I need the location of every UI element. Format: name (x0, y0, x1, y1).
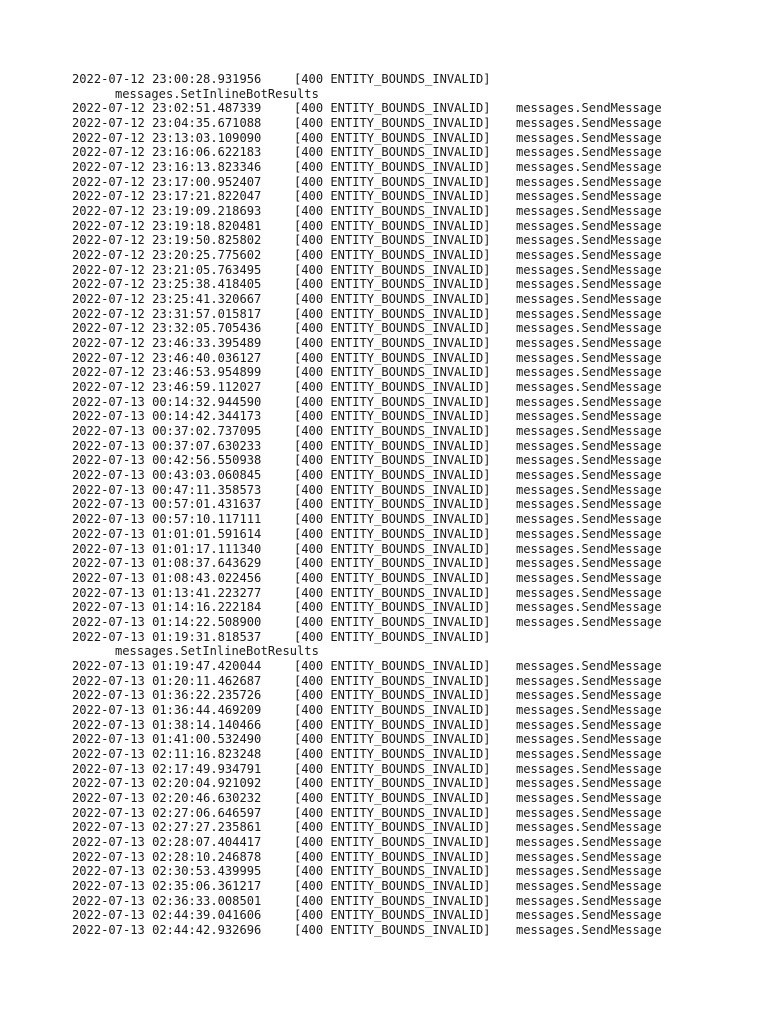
log-timestamp: 2022-07-12 23:19:18.820481 (72, 218, 262, 233)
log-entry (72, 688, 712, 703)
log-entry (72, 483, 712, 498)
log-error-code: [400 ENTITY_BOUNDS_INVALID] (294, 776, 491, 791)
log-timestamp: 2022-07-12 23:17:21.822047 (72, 189, 262, 204)
log-error-code: [400 ENTITY_BOUNDS_INVALID] (294, 174, 491, 189)
log-method: messages.SendMessage (516, 350, 662, 365)
log-entry (72, 160, 712, 175)
log-method: messages.SendMessage (516, 116, 662, 131)
log-timestamp: 2022-07-13 00:37:02.737095 (72, 424, 262, 439)
log-method: messages.SendMessage (516, 556, 662, 571)
log-timestamp: 2022-07-12 23:21:05.763495 (72, 262, 262, 277)
log-method: messages.SendMessage (516, 717, 662, 732)
log-entry (72, 145, 712, 160)
log-error-code: [400 ENTITY_BOUNDS_INVALID] (294, 497, 491, 512)
log-entry (72, 512, 712, 527)
log-entry-continuation (72, 644, 712, 659)
log-error-code: [400 ENTITY_BOUNDS_INVALID] (294, 761, 491, 776)
log-error-code: [400 ENTITY_BOUNDS_INVALID] (294, 424, 491, 439)
log-timestamp: 2022-07-13 00:57:10.117111 (72, 512, 262, 527)
log-timestamp: 2022-07-12 23:46:59.112027 (72, 380, 262, 395)
log-method: messages.SendMessage (516, 394, 662, 409)
log-entry (72, 204, 712, 219)
log-entry (72, 776, 712, 791)
log-error-code: [400 ENTITY_BOUNDS_INVALID] (294, 262, 491, 277)
log-error-code: [400 ENTITY_BOUNDS_INVALID] (294, 336, 491, 351)
log-method: messages.SendMessage (516, 702, 662, 717)
log-entry (72, 233, 712, 248)
log-method: messages.SendMessage (516, 453, 662, 468)
log-timestamp: 2022-07-12 23:02:51.487339 (72, 101, 262, 116)
log-error-code: [400 ENTITY_BOUNDS_INVALID] (294, 673, 491, 688)
log-entry (72, 630, 712, 645)
log-timestamp: 2022-07-13 01:20:11.462687 (72, 673, 262, 688)
log-method: messages.SendMessage (516, 893, 662, 908)
log-entry (72, 908, 712, 923)
log-error-code: [400 ENTITY_BOUNDS_INVALID] (294, 160, 491, 175)
log-error-code: [400 ENTITY_BOUNDS_INVALID] (294, 805, 491, 820)
log-error-code: [400 ENTITY_BOUNDS_INVALID] (294, 512, 491, 527)
log-error-code: [400 ENTITY_BOUNDS_INVALID] (294, 614, 491, 629)
log-timestamp: 2022-07-12 23:16:06.622183 (72, 145, 262, 160)
log-timestamp: 2022-07-13 02:28:07.404417 (72, 834, 262, 849)
log-method: messages.SendMessage (516, 776, 662, 791)
log-timestamp: 2022-07-13 02:30:53.439995 (72, 864, 262, 879)
log-timestamp: 2022-07-13 02:20:04.921092 (72, 776, 262, 791)
log-error-code: [400 ENTITY_BOUNDS_INVALID] (294, 409, 491, 424)
log-error-code: [400 ENTITY_BOUNDS_INVALID] (294, 130, 491, 145)
log-timestamp: 2022-07-13 01:14:22.508900 (72, 614, 262, 629)
log-method: messages.SendMessage (516, 292, 662, 307)
log-error-code: [400 ENTITY_BOUNDS_INVALID] (294, 306, 491, 321)
log-entry (72, 600, 712, 615)
log-entry (72, 116, 712, 131)
log-timestamp: 2022-07-13 02:20:46.630232 (72, 790, 262, 805)
log-entry-continuation (72, 87, 712, 102)
log-timestamp: 2022-07-12 23:25:38.418405 (72, 277, 262, 292)
log-timestamp: 2022-07-12 23:46:33.395489 (72, 336, 262, 351)
log-method: messages.SendMessage (516, 820, 662, 835)
log-error-code: [400 ENTITY_BOUNDS_INVALID] (294, 292, 491, 307)
log-method: messages.SendMessage (516, 306, 662, 321)
log-error-code: [400 ENTITY_BOUNDS_INVALID] (294, 893, 491, 908)
log-timestamp: 2022-07-13 00:14:32.944590 (72, 394, 262, 409)
log-entry (72, 439, 712, 454)
log-entry (72, 263, 712, 278)
log-timestamp: 2022-07-12 23:32:05.705436 (72, 321, 262, 336)
log-entry (72, 219, 712, 234)
log-timestamp: 2022-07-12 23:17:00.952407 (72, 174, 262, 189)
log-error-code: [400 ENTITY_BOUNDS_INVALID] (294, 321, 491, 336)
log-entry (72, 409, 712, 424)
log-error-code: [400 ENTITY_BOUNDS_INVALID] (294, 570, 491, 585)
log-timestamp: 2022-07-13 01:41:00.532490 (72, 732, 262, 747)
log-entry (72, 453, 712, 468)
log-entry (72, 72, 712, 87)
log-method: messages.SendMessage (516, 673, 662, 688)
log-entry (72, 659, 712, 674)
log-error-code: [400 ENTITY_BOUNDS_INVALID] (294, 72, 491, 86)
log-timestamp: 2022-07-13 01:36:44.469209 (72, 702, 262, 717)
log-entry (72, 380, 712, 395)
log-timestamp: 2022-07-13 01:13:41.223277 (72, 585, 262, 600)
log-error-code: [400 ENTITY_BOUNDS_INVALID] (294, 878, 491, 893)
log-entry (72, 850, 712, 865)
log-entry (72, 894, 712, 909)
log-error-code: [400 ENTITY_BOUNDS_INVALID] (294, 922, 491, 937)
log-entry (72, 923, 712, 938)
log-entry (72, 703, 712, 718)
log-entry (72, 424, 712, 439)
log-error-code: [400 ENTITY_BOUNDS_INVALID] (294, 732, 491, 747)
log-error-code: [400 ENTITY_BOUNDS_INVALID] (294, 453, 491, 468)
log-timestamp: 2022-07-13 02:27:06.646597 (72, 805, 262, 820)
log-timestamp: 2022-07-13 02:17:49.934791 (72, 761, 262, 776)
log-error-code: [400 ENTITY_BOUNDS_INVALID] (294, 218, 491, 233)
log-entry (72, 248, 712, 263)
log-error-code: [400 ENTITY_BOUNDS_INVALID] (294, 189, 491, 204)
log-timestamp: 2022-07-13 02:11:16.823248 (72, 746, 262, 761)
log-method: messages.SendMessage (516, 512, 662, 527)
log-method: messages.SendMessage (516, 878, 662, 893)
log-timestamp: 2022-07-13 01:01:01.591614 (72, 526, 262, 541)
log-method: messages.SendMessage (516, 248, 662, 263)
log-entry (72, 395, 712, 410)
log-method: messages.SendMessage (516, 145, 662, 160)
log-error-code: [400 ENTITY_BOUNDS_INVALID] (294, 541, 491, 556)
log-error-code: [400 ENTITY_BOUNDS_INVALID] (294, 864, 491, 879)
log-timestamp: 2022-07-13 01:14:16.222184 (72, 600, 262, 615)
log-entry (72, 277, 712, 292)
log-method: messages.SendMessage (516, 468, 662, 483)
log-error-code: [400 ENTITY_BOUNDS_INVALID] (294, 468, 491, 483)
log-entry (72, 674, 712, 689)
log-timestamp: 2022-07-13 01:38:14.140466 (72, 717, 262, 732)
log-method: messages.SendMessage (516, 189, 662, 204)
log-entry (72, 747, 712, 762)
log-method: messages.SendMessage (516, 497, 662, 512)
log-error-code: [400 ENTITY_BOUNDS_INVALID] (294, 702, 491, 717)
log-error-code: [400 ENTITY_BOUNDS_INVALID] (294, 145, 491, 160)
log-entry (72, 365, 712, 380)
log-method: messages.SendMessage (516, 732, 662, 747)
log-timestamp: 2022-07-13 02:28:10.246878 (72, 849, 262, 864)
log-timestamp: 2022-07-13 02:44:42.932696 (72, 922, 262, 937)
log-error-code: [400 ENTITY_BOUNDS_INVALID] (294, 746, 491, 761)
log-entry (72, 571, 712, 586)
log-timestamp: 2022-07-13 01:19:31.818537 (72, 629, 262, 644)
log-timestamp: 2022-07-13 02:27:27.235861 (72, 820, 262, 835)
log-error-code: [400 ENTITY_BOUNDS_INVALID] (294, 101, 491, 116)
log-error-code: [400 ENTITY_BOUNDS_INVALID] (294, 380, 491, 395)
log-error-code: [400 ENTITY_BOUNDS_INVALID] (294, 204, 491, 219)
log-entry (72, 820, 712, 835)
log-method: messages.SendMessage (516, 233, 662, 248)
log-method: messages.SendMessage (516, 482, 662, 497)
log-timestamp: 2022-07-12 23:19:09.218693 (72, 204, 262, 219)
log-error-code: [400 ENTITY_BOUNDS_INVALID] (294, 717, 491, 732)
log-error-code: [400 ENTITY_BOUNDS_INVALID] (294, 849, 491, 864)
log-method: messages.SetInlineBotResults (115, 644, 319, 659)
log-method: messages.SendMessage (516, 614, 662, 629)
log-timestamp: 2022-07-13 00:47:11.358573 (72, 482, 262, 497)
log-error-code: [400 ENTITY_BOUNDS_INVALID] (294, 394, 491, 409)
log-method: messages.SendMessage (516, 218, 662, 233)
log-method: messages.SetInlineBotResults (115, 86, 319, 101)
log-timestamp: 2022-07-13 00:43:03.060845 (72, 468, 262, 483)
log-timestamp: 2022-07-13 02:36:33.008501 (72, 893, 262, 908)
log-timestamp: 2022-07-12 23:46:53.954899 (72, 365, 262, 380)
log-timestamp: 2022-07-12 23:16:13.823346 (72, 160, 262, 175)
log-method: messages.SendMessage (516, 849, 662, 864)
log-timestamp: 2022-07-13 00:14:42.344173 (72, 409, 262, 424)
log-error-code: [400 ENTITY_BOUNDS_INVALID] (294, 688, 491, 703)
log-entry (72, 527, 712, 542)
log-error-code: [400 ENTITY_BOUNDS_INVALID] (294, 658, 491, 673)
log-timestamp: 2022-07-13 00:37:07.630233 (72, 438, 262, 453)
log-entry (72, 542, 712, 557)
log-method: messages.SendMessage (516, 526, 662, 541)
log-timestamp: 2022-07-13 00:42:56.550938 (72, 453, 262, 468)
log-method: messages.SendMessage (516, 336, 662, 351)
log-entry (72, 718, 712, 733)
log-method: messages.SendMessage (516, 658, 662, 673)
log-entry (72, 307, 712, 322)
log-entry (72, 131, 712, 146)
log-timestamp: 2022-07-13 01:08:37.643629 (72, 556, 262, 571)
log-method: messages.SendMessage (516, 380, 662, 395)
log-method: messages.SendMessage (516, 922, 662, 937)
log-method: messages.SendMessage (516, 321, 662, 336)
log-timestamp: 2022-07-13 02:35:06.361217 (72, 878, 262, 893)
log-timestamp: 2022-07-12 23:04:35.671088 (72, 116, 262, 131)
log-entry (72, 468, 712, 483)
log-entry (72, 791, 712, 806)
log-entry (72, 732, 712, 747)
log-error-code: [400 ENTITY_BOUNDS_INVALID] (294, 233, 491, 248)
log-method: messages.SendMessage (516, 570, 662, 585)
log-error-code: [400 ENTITY_BOUNDS_INVALID] (294, 600, 491, 615)
log-timestamp: 2022-07-12 23:46:40.036127 (72, 350, 262, 365)
log-timestamp: 2022-07-13 02:44:39.041606 (72, 908, 262, 923)
log-method: messages.SendMessage (516, 908, 662, 923)
log-method: messages.SendMessage (516, 160, 662, 175)
log-error-code: [400 ENTITY_BOUNDS_INVALID] (294, 438, 491, 453)
log-entry (72, 189, 712, 204)
log-method: messages.SendMessage (516, 805, 662, 820)
log-entry (72, 835, 712, 850)
log-timestamp: 2022-07-13 00:57:01.431637 (72, 497, 262, 512)
log-entry (72, 101, 712, 116)
log-entry (72, 351, 712, 366)
log-entry (72, 292, 712, 307)
log-timestamp: 2022-07-13 01:01:17.111340 (72, 541, 262, 556)
log-entry (72, 864, 712, 879)
log-error-code: [400 ENTITY_BOUNDS_INVALID] (294, 116, 491, 131)
log-method: messages.SendMessage (516, 438, 662, 453)
log-error-code: [400 ENTITY_BOUNDS_INVALID] (294, 365, 491, 380)
log-timestamp: 2022-07-12 23:31:57.015817 (72, 306, 262, 321)
log-method: messages.SendMessage (516, 130, 662, 145)
log-error-code: [400 ENTITY_BOUNDS_INVALID] (294, 482, 491, 497)
log-error-code: [400 ENTITY_BOUNDS_INVALID] (294, 248, 491, 263)
log-method: messages.SendMessage (516, 864, 662, 879)
log-error-code: [400 ENTITY_BOUNDS_INVALID] (294, 629, 491, 644)
log-timestamp: 2022-07-12 23:00:28.931956 (72, 72, 262, 86)
log-entry (72, 321, 712, 336)
log-method: messages.SendMessage (516, 541, 662, 556)
log-entry (72, 556, 712, 571)
log-error-code: [400 ENTITY_BOUNDS_INVALID] (294, 790, 491, 805)
error-log (72, 72, 712, 938)
log-method: messages.SendMessage (516, 834, 662, 849)
log-timestamp: 2022-07-12 23:19:50.825802 (72, 233, 262, 248)
log-entry (72, 497, 712, 512)
log-entry (72, 615, 712, 630)
log-method: messages.SendMessage (516, 585, 662, 600)
log-entry (72, 336, 712, 351)
log-timestamp: 2022-07-13 01:19:47.420044 (72, 658, 262, 673)
log-method: messages.SendMessage (516, 688, 662, 703)
log-method: messages.SendMessage (516, 365, 662, 380)
log-method: messages.SendMessage (516, 790, 662, 805)
log-method: messages.SendMessage (516, 262, 662, 277)
log-timestamp: 2022-07-12 23:13:03.109090 (72, 130, 262, 145)
log-error-code: [400 ENTITY_BOUNDS_INVALID] (294, 585, 491, 600)
log-method: messages.SendMessage (516, 409, 662, 424)
log-error-code: [400 ENTITY_BOUNDS_INVALID] (294, 834, 491, 849)
log-timestamp: 2022-07-13 01:36:22.235726 (72, 688, 262, 703)
log-timestamp: 2022-07-13 01:08:43.022456 (72, 570, 262, 585)
log-error-code: [400 ENTITY_BOUNDS_INVALID] (294, 277, 491, 292)
log-method: messages.SendMessage (516, 204, 662, 219)
log-method: messages.SendMessage (516, 746, 662, 761)
log-error-code: [400 ENTITY_BOUNDS_INVALID] (294, 526, 491, 541)
log-timestamp: 2022-07-12 23:25:41.320667 (72, 292, 262, 307)
log-error-code: [400 ENTITY_BOUNDS_INVALID] (294, 350, 491, 365)
log-entry (72, 762, 712, 777)
log-method: messages.SendMessage (516, 424, 662, 439)
log-error-code: [400 ENTITY_BOUNDS_INVALID] (294, 820, 491, 835)
log-error-code: [400 ENTITY_BOUNDS_INVALID] (294, 908, 491, 923)
log-timestamp: 2022-07-12 23:20:25.775602 (72, 248, 262, 263)
log-entry (72, 806, 712, 821)
log-entry (72, 879, 712, 894)
log-method: messages.SendMessage (516, 277, 662, 292)
log-method: messages.SendMessage (516, 600, 662, 615)
log-method: messages.SendMessage (516, 101, 662, 116)
log-error-code: [400 ENTITY_BOUNDS_INVALID] (294, 556, 491, 571)
log-entry (72, 175, 712, 190)
log-entry (72, 586, 712, 601)
log-method: messages.SendMessage (516, 174, 662, 189)
log-method: messages.SendMessage (516, 761, 662, 776)
